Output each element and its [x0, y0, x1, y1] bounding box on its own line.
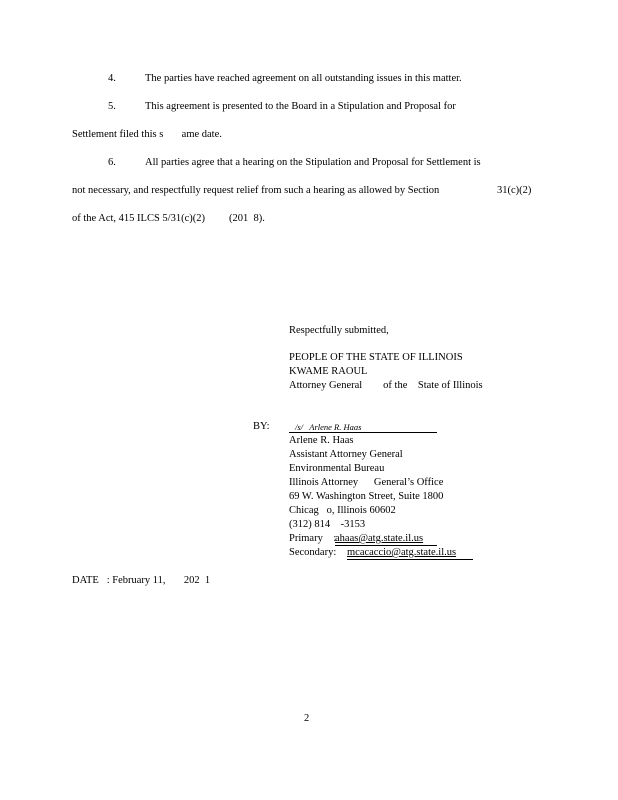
attorney-general-title: Attorney General of the State of Illinois [289, 380, 483, 391]
page-number: 2 [304, 713, 310, 724]
by-label: BY: [253, 421, 270, 432]
signer-name: Arlene R. Haas [289, 435, 354, 446]
paragraph-5-line-2: Settlement filed this s ame date. [72, 129, 222, 140]
signer-title: Assistant Attorney General [289, 449, 403, 460]
attorney-general-name: KWAME RAOUL [289, 366, 368, 377]
paragraph-6-line-1: All parties agree that a hearing on the Stipulation and Proposal for Settlement is [145, 157, 481, 168]
paragraph-5-number: 5. [108, 101, 116, 112]
signer-phone: (312) 814 -3153 [289, 519, 366, 530]
paragraph-6-number: 6. [108, 157, 116, 168]
secondary-email-link[interactable]: mcacaccio@atg.state.il.us [347, 547, 457, 558]
primary-email-label: Primary : [289, 533, 337, 544]
primary-email-underline [335, 545, 437, 546]
paragraph-6-year: (201 8). [229, 213, 265, 224]
party-name: PEOPLE OF THE STATE OF ILLINOIS [289, 352, 463, 363]
electronic-signature: /s/ Arlene R. Haas [295, 422, 362, 432]
paragraph-4-number: 4. [108, 73, 116, 84]
paragraph-6-line-3: of the Act, 415 ILCS 5/31(c)(2) [72, 213, 205, 224]
secondary-email-underline [347, 559, 473, 560]
paragraph-6-line-2: not necessary, and respectfully request relief from such a hearing as allowed by Section [72, 185, 440, 196]
signer-address: 69 W. Washington Street, Suite 1800 [289, 491, 444, 502]
closing: Respectfully submitted, [289, 325, 389, 336]
paragraph-5-line-1: This agreement is presented to the Board in a Stipulation and Proposal for [145, 101, 456, 112]
date-line: DATE : February 11, 202 1 [72, 575, 211, 586]
signer-bureau: Environmental Bureau [289, 463, 385, 474]
signature-line [289, 432, 437, 433]
paragraph-6-section-ref: 31(c)(2) [497, 185, 532, 196]
primary-email-link[interactable]: ahaas@atg.state.il.us [335, 533, 424, 544]
signer-city: Chicag o, Illinois 60602 [289, 505, 396, 516]
paragraph-4-text: The parties have reached agreement on all outstanding issues in this matter. [145, 73, 462, 84]
signer-office: Illinois Attorney General’s Office [289, 477, 444, 488]
secondary-email-label: Secondary: [289, 547, 337, 558]
